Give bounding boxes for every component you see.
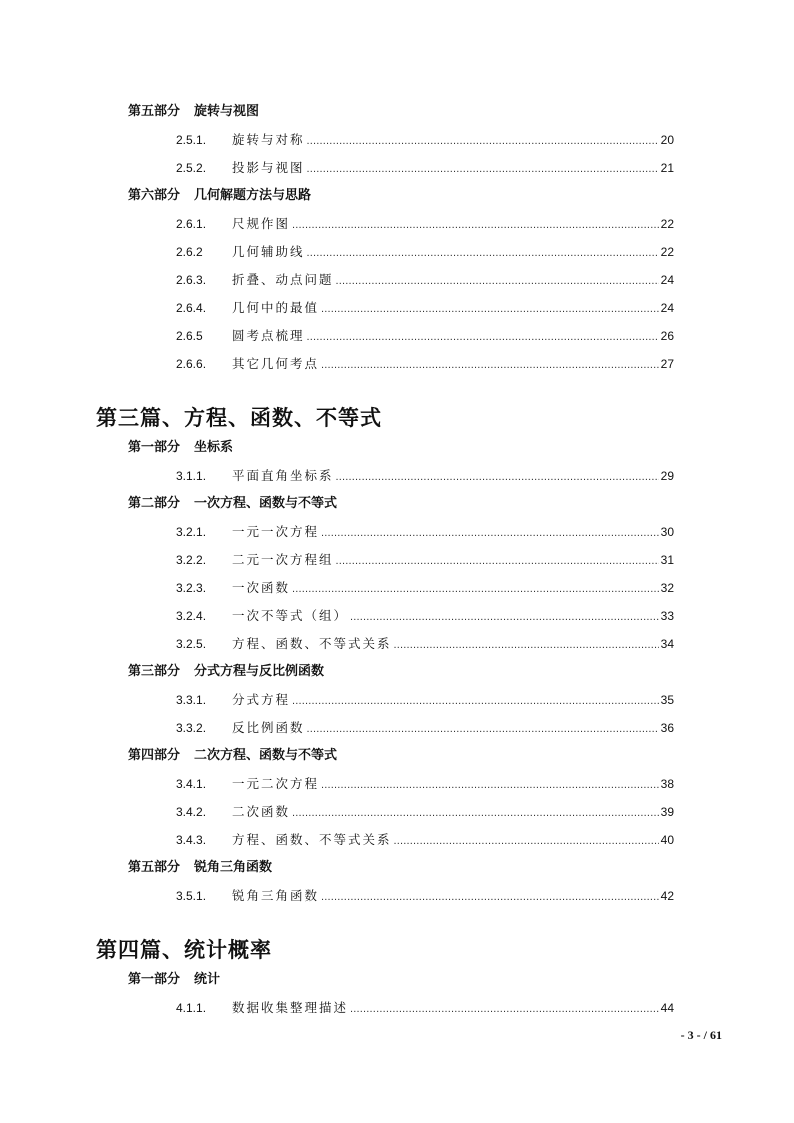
part-label: 第一部分 <box>128 440 181 455</box>
toc-entry[interactable] <box>176 636 674 653</box>
entry-page-number: 32 <box>660 581 674 595</box>
entry-page-number: 22 <box>660 245 674 259</box>
part-label: 第三部分 <box>128 664 181 679</box>
entry-page-number: 21 <box>660 161 674 175</box>
toc-entry[interactable] <box>176 832 674 849</box>
entry-number: 3.2.4. <box>176 609 207 623</box>
toc-entry[interactable] <box>176 608 674 625</box>
dot-leader <box>292 581 659 597</box>
toc-part-heading[interactable] <box>128 860 272 876</box>
entry-page-number: 31 <box>660 553 674 567</box>
entry-number: 3.2.2. <box>176 553 207 567</box>
toc-entry[interactable] <box>176 552 674 569</box>
entry-number: 3.1.1. <box>176 469 207 483</box>
part-label: 第六部分 <box>128 188 181 203</box>
dot-leader <box>292 805 659 821</box>
dot-leader <box>336 273 659 289</box>
entry-page-number: 38 <box>660 777 674 791</box>
entry-page-number: 24 <box>660 273 674 287</box>
entry-title: 一次不等式（组） <box>232 608 349 623</box>
entry-page-number: 33 <box>660 609 674 623</box>
dot-leader <box>292 693 659 709</box>
entry-title: 折叠、动点问题 <box>232 272 334 287</box>
entry-page-number: 34 <box>660 637 674 651</box>
dot-leader <box>307 133 659 149</box>
toc-entry[interactable] <box>176 524 674 541</box>
entry-number: 3.5.1. <box>176 889 207 903</box>
page-footer-number: - 3 - / 61 <box>680 1028 722 1042</box>
entry-number: 2.5.1. <box>176 133 207 147</box>
entry-page-number: 22 <box>660 217 674 231</box>
entry-number: 2.6.5 <box>176 329 203 343</box>
dot-leader <box>350 1001 659 1017</box>
entry-title: 其它几何考点 <box>232 356 320 371</box>
entry-title: 锐角三角函数 <box>232 888 320 903</box>
entry-page-number: 20 <box>660 133 674 147</box>
toc-part-heading[interactable] <box>128 664 324 680</box>
dot-leader <box>394 833 659 849</box>
entry-title: 尺规作图 <box>232 216 291 231</box>
toc-part-heading[interactable] <box>128 748 337 764</box>
toc-entry[interactable] <box>176 132 674 149</box>
part-title: 旋转与视图 <box>194 104 260 119</box>
toc-entry[interactable] <box>176 1000 674 1017</box>
part-label: 第五部分 <box>128 104 181 119</box>
entry-title: 二次函数 <box>232 804 291 819</box>
entry-title: 反比例函数 <box>232 720 305 735</box>
entry-page-number: 35 <box>660 693 674 707</box>
entry-page-number: 39 <box>660 805 674 819</box>
entry-title: 方程、函数、不等式关系 <box>232 832 392 847</box>
toc-entry[interactable] <box>176 356 674 373</box>
entry-number: 3.2.1. <box>176 525 207 539</box>
entry-page-number: 44 <box>660 1001 674 1015</box>
dot-leader <box>321 777 659 793</box>
entry-number: 2.6.1. <box>176 217 207 231</box>
entry-page-number: 42 <box>660 889 674 903</box>
toc-entry[interactable] <box>176 328 674 345</box>
toc-chapter-heading[interactable]: 第四篇、统计概率 <box>96 937 272 962</box>
entry-title: 几何辅助线 <box>232 244 305 259</box>
part-title: 坐标系 <box>194 440 234 455</box>
part-title: 分式方程与反比例函数 <box>194 664 325 679</box>
dot-leader <box>336 553 659 569</box>
entry-title: 一元二次方程 <box>232 776 320 791</box>
entry-number: 3.3.1. <box>176 693 207 707</box>
toc-entry[interactable] <box>176 888 674 905</box>
toc-entry[interactable] <box>176 776 674 793</box>
part-title: 一次方程、函数与不等式 <box>194 496 338 511</box>
dot-leader <box>350 609 659 625</box>
part-title: 几何解题方法与思路 <box>194 188 312 203</box>
toc-chapter-heading[interactable]: 第三篇、方程、函数、不等式 <box>96 405 382 430</box>
toc-entry[interactable] <box>176 580 674 597</box>
dot-leader <box>336 469 659 485</box>
entry-page-number: 29 <box>660 469 674 483</box>
entry-number: 3.2.3. <box>176 581 207 595</box>
entry-page-number: 26 <box>660 329 674 343</box>
entry-title: 圆考点梳理 <box>232 328 305 343</box>
toc-entry[interactable] <box>176 804 674 821</box>
toc-entry[interactable] <box>176 272 674 289</box>
entry-number: 2.5.2. <box>176 161 207 175</box>
entry-number: 2.6.4. <box>176 301 207 315</box>
entry-page-number: 30 <box>660 525 674 539</box>
toc-entry[interactable] <box>176 216 674 233</box>
dot-leader <box>307 245 659 261</box>
part-title: 锐角三角函数 <box>194 860 273 875</box>
toc-part-heading[interactable] <box>128 440 233 456</box>
entry-page-number: 40 <box>660 833 674 847</box>
toc-part-heading[interactable] <box>128 496 337 512</box>
entry-title: 数据收集整理描述 <box>232 1000 349 1015</box>
entry-number: 4.1.1. <box>176 1001 207 1015</box>
toc-entry[interactable] <box>176 468 674 485</box>
dot-leader <box>292 217 659 233</box>
toc-entry[interactable] <box>176 160 674 177</box>
toc-entry[interactable] <box>176 244 674 261</box>
part-title: 二次方程、函数与不等式 <box>194 748 338 763</box>
part-label: 第一部分 <box>128 972 181 987</box>
dot-leader <box>321 889 659 905</box>
entry-number: 3.4.3. <box>176 833 207 847</box>
part-title: 统计 <box>194 972 221 987</box>
dot-leader <box>394 637 659 653</box>
dot-leader <box>307 721 659 737</box>
dot-leader <box>321 357 659 373</box>
entry-number: 3.4.2. <box>176 805 207 819</box>
toc-part-heading[interactable] <box>128 104 259 120</box>
entry-number: 3.4.1. <box>176 777 207 791</box>
entry-title: 一次函数 <box>232 580 291 595</box>
entry-number: 2.6.3. <box>176 273 207 287</box>
entry-title: 分式方程 <box>232 692 291 707</box>
dot-leader <box>307 161 659 177</box>
entry-page-number: 27 <box>660 357 674 371</box>
entry-number: 3.3.2. <box>176 721 207 735</box>
part-label: 第五部分 <box>128 860 181 875</box>
toc-entry[interactable] <box>176 720 674 737</box>
entry-title: 平面直角坐标系 <box>232 468 334 483</box>
entry-number: 2.6.2 <box>176 245 203 259</box>
part-label: 第二部分 <box>128 496 181 511</box>
entry-title: 几何中的最值 <box>232 300 320 315</box>
toc-entry[interactable] <box>176 300 674 317</box>
toc-part-heading[interactable] <box>128 188 311 204</box>
toc-part-heading[interactable] <box>128 972 220 988</box>
dot-leader <box>321 301 659 317</box>
dot-leader <box>321 525 659 541</box>
entry-page-number: 36 <box>660 721 674 735</box>
toc-entry[interactable] <box>176 692 674 709</box>
entry-title: 旋转与对称 <box>232 132 305 147</box>
entry-number: 2.6.6. <box>176 357 207 371</box>
entry-title: 一元一次方程 <box>232 524 320 539</box>
entry-title: 方程、函数、不等式关系 <box>232 636 392 651</box>
part-label: 第四部分 <box>128 748 181 763</box>
entry-title: 投影与视图 <box>232 160 305 175</box>
entry-number: 3.2.5. <box>176 637 207 651</box>
entry-page-number: 24 <box>660 301 674 315</box>
dot-leader <box>307 329 659 345</box>
entry-title: 二元一次方程组 <box>232 552 334 567</box>
